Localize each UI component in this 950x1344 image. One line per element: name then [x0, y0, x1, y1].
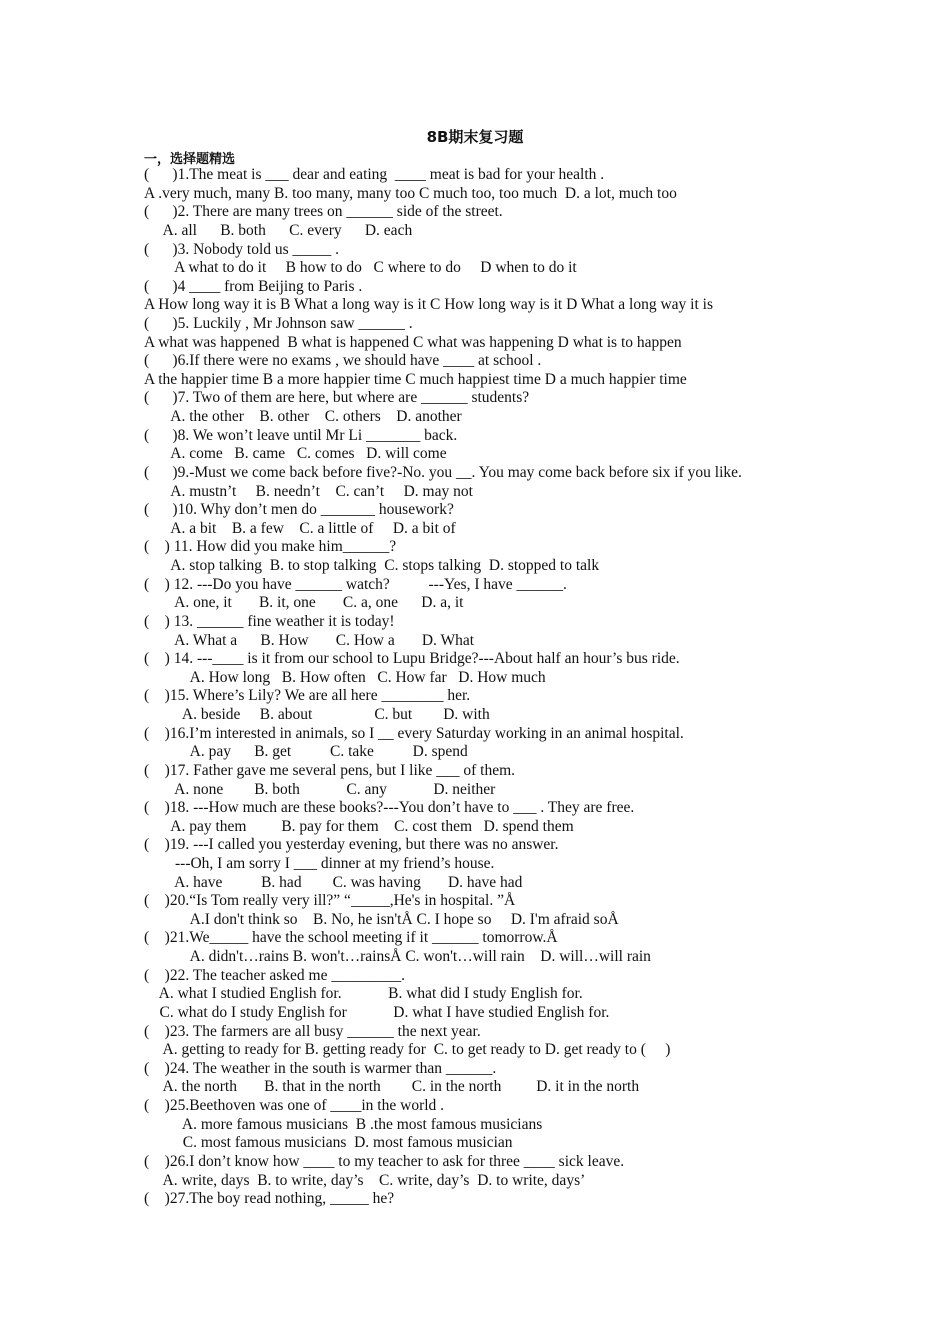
question-line: ( )8. We won’t leave until Mr Li _______ back. — [144, 426, 458, 444]
question-line: ( ) 13. ______ fine weather it is today! — [144, 612, 395, 630]
question-line: ( ) 14. ---____ is it from our school to Lupu Bridge?---About half an hour’s bus ride. — [144, 650, 680, 668]
question-line: ---Oh, I am sorry I ___ dinner at my friend’s house. — [144, 854, 495, 872]
question-line: A. write, days B. to write, day’s C. write, day’s D. to write, days’ — [144, 1171, 586, 1189]
question-line: ( )3. Nobody told us _____ . — [144, 240, 340, 258]
question-line: ( )27.The boy read nothing, _____ he? — [144, 1190, 395, 1208]
question-line: C. most famous musicians D. most famous musician — [144, 1134, 513, 1152]
question-line: A the happier time B a more happier time C much happiest time D a much happier time — [144, 370, 687, 388]
question-line: A. what I studied English for. B. what did I study English for. — [144, 985, 583, 1003]
question-line: ( )15. Where’s Lily? We are all here ________ her. — [144, 687, 471, 705]
question-line: ( )9.-Must we come back before five?-No. you __. You may come back before six if you like. — [144, 463, 742, 481]
question-line: A. mustn’t B. needn’t C. can’t D. may not — [144, 482, 473, 500]
question-line: ( )17. Father gave me several pens, but I like ___ of them. — [144, 761, 516, 779]
question-line: A. What a B. How C. How a D. What — [144, 631, 475, 649]
question-line: A. beside B. about C. but D. with — [144, 706, 490, 723]
question-line: A. How long B. How often C. How far D. How much — [144, 668, 546, 686]
question-line: A. didn't…rains B. won't…rainsÅ C. won't…will rain D. will…will rain — [144, 948, 651, 965]
question-line: ( )5. Luckily , Mr Johnson saw ______ . — [144, 315, 413, 332]
question-line: ( )22. The teacher asked me _________. — [144, 966, 405, 984]
question-line: ( ) 12. ---Do you have ______ watch? ---Yes, I have ______. — [144, 575, 567, 593]
question-line: A. have B. had C. was having D. have had — [144, 873, 523, 891]
question-line: ( ) 11. How did you make him______? — [144, 538, 397, 556]
question-line: ( )19. ---I called you yesterday evening, but there was no answer. — [144, 836, 559, 854]
question-line: ( )7. Two of them are here, but where are ______ students? — [144, 389, 530, 407]
document-title: 8B期末复习题 — [426, 128, 524, 146]
question-line: A. one, it B. it, one C. a, one D. a, it — [144, 594, 464, 612]
question-line: A. the north B. that in the north C. in the north D. it in the north — [144, 1078, 640, 1096]
question-line: A How long way it is B What a long way is it C How long way is it D What a long way it is — [144, 296, 714, 314]
question-line: ( )26.I don’t know how ____ to my teacher to ask for three ____ sick leave. — [144, 1152, 625, 1170]
question-line: ( )16.I’m interested in animals, so I __ every Saturday working in an animal hospital. — [144, 724, 684, 742]
question-line: ( )24. The weather in the south is warmer than ______. — [144, 1059, 497, 1077]
question-line: A .very much, many B. too many, many too C much too, too much D. a lot, much too — [144, 184, 677, 202]
question-line: A.I don't think so B. No, he isn'tÅ C. I hope so D. I'm afraid soÅ — [144, 910, 619, 928]
question-line: ( )25.Beethoven was one of ____in the world . — [144, 1097, 445, 1114]
question-line: A. pay them B. pay for them C. cost them D. spend them — [144, 817, 574, 835]
question-line: ( )20.“Is Tom really very ill?” “_____,He's in hospital. ”Å — [144, 892, 516, 910]
question-line: ( )6.If there were no exams , we should have ____ at school . — [144, 352, 542, 370]
question-line: A what was happened B what is happened C what was happening D what is to happen — [144, 333, 682, 351]
question-line: ( )4 ____ from Beijing to Paris . — [144, 277, 363, 295]
question-line: ( )1.The meat is ___ dear and eating ____ meat is bad for your health . — [144, 166, 605, 183]
question-line: A. stop talking B. to stop talking C. stops talking D. stopped to talk — [144, 557, 600, 574]
question-line: A. more famous musicians B .the most famous musicians — [144, 1115, 543, 1133]
question-line: ( )18. ---How much are these books?---You don’t have to ___ . They are free. — [144, 799, 635, 817]
question-line: ( )21.We_____ have the school meeting if it ______ tomorrow.Å — [144, 929, 558, 947]
section-heading: 一，选择题精选 — [144, 152, 236, 167]
question-line: A. a bit B. a few C. a little of D. a bit of — [144, 519, 456, 537]
question-line: A what to do it B how to do C where to do D when to do it — [144, 259, 577, 277]
question-line: C. what do I study English for D. what I have studied English for. — [144, 1003, 610, 1021]
question-line: A. pay B. get C. take D. spend — [144, 743, 468, 761]
question-line: A. the other B. other C. others D. another — [144, 408, 462, 426]
question-line: A. none B. both C. any D. neither — [144, 780, 496, 798]
question-line: ( )10. Why don’t men do _______ housework? — [144, 501, 454, 519]
question-line: A. all B. both C. every D. each — [144, 221, 413, 239]
question-line: A. come B. came C. comes D. will come — [144, 445, 447, 463]
question-line: ( )2. There are many trees on ______ side of the street. — [144, 203, 503, 221]
question-line: ( )23. The farmers are all busy ______ the next year. — [144, 1022, 481, 1040]
question-line: A. getting to ready for B. getting ready for C. to get ready to D. get ready to ( ) — [144, 1041, 671, 1059]
